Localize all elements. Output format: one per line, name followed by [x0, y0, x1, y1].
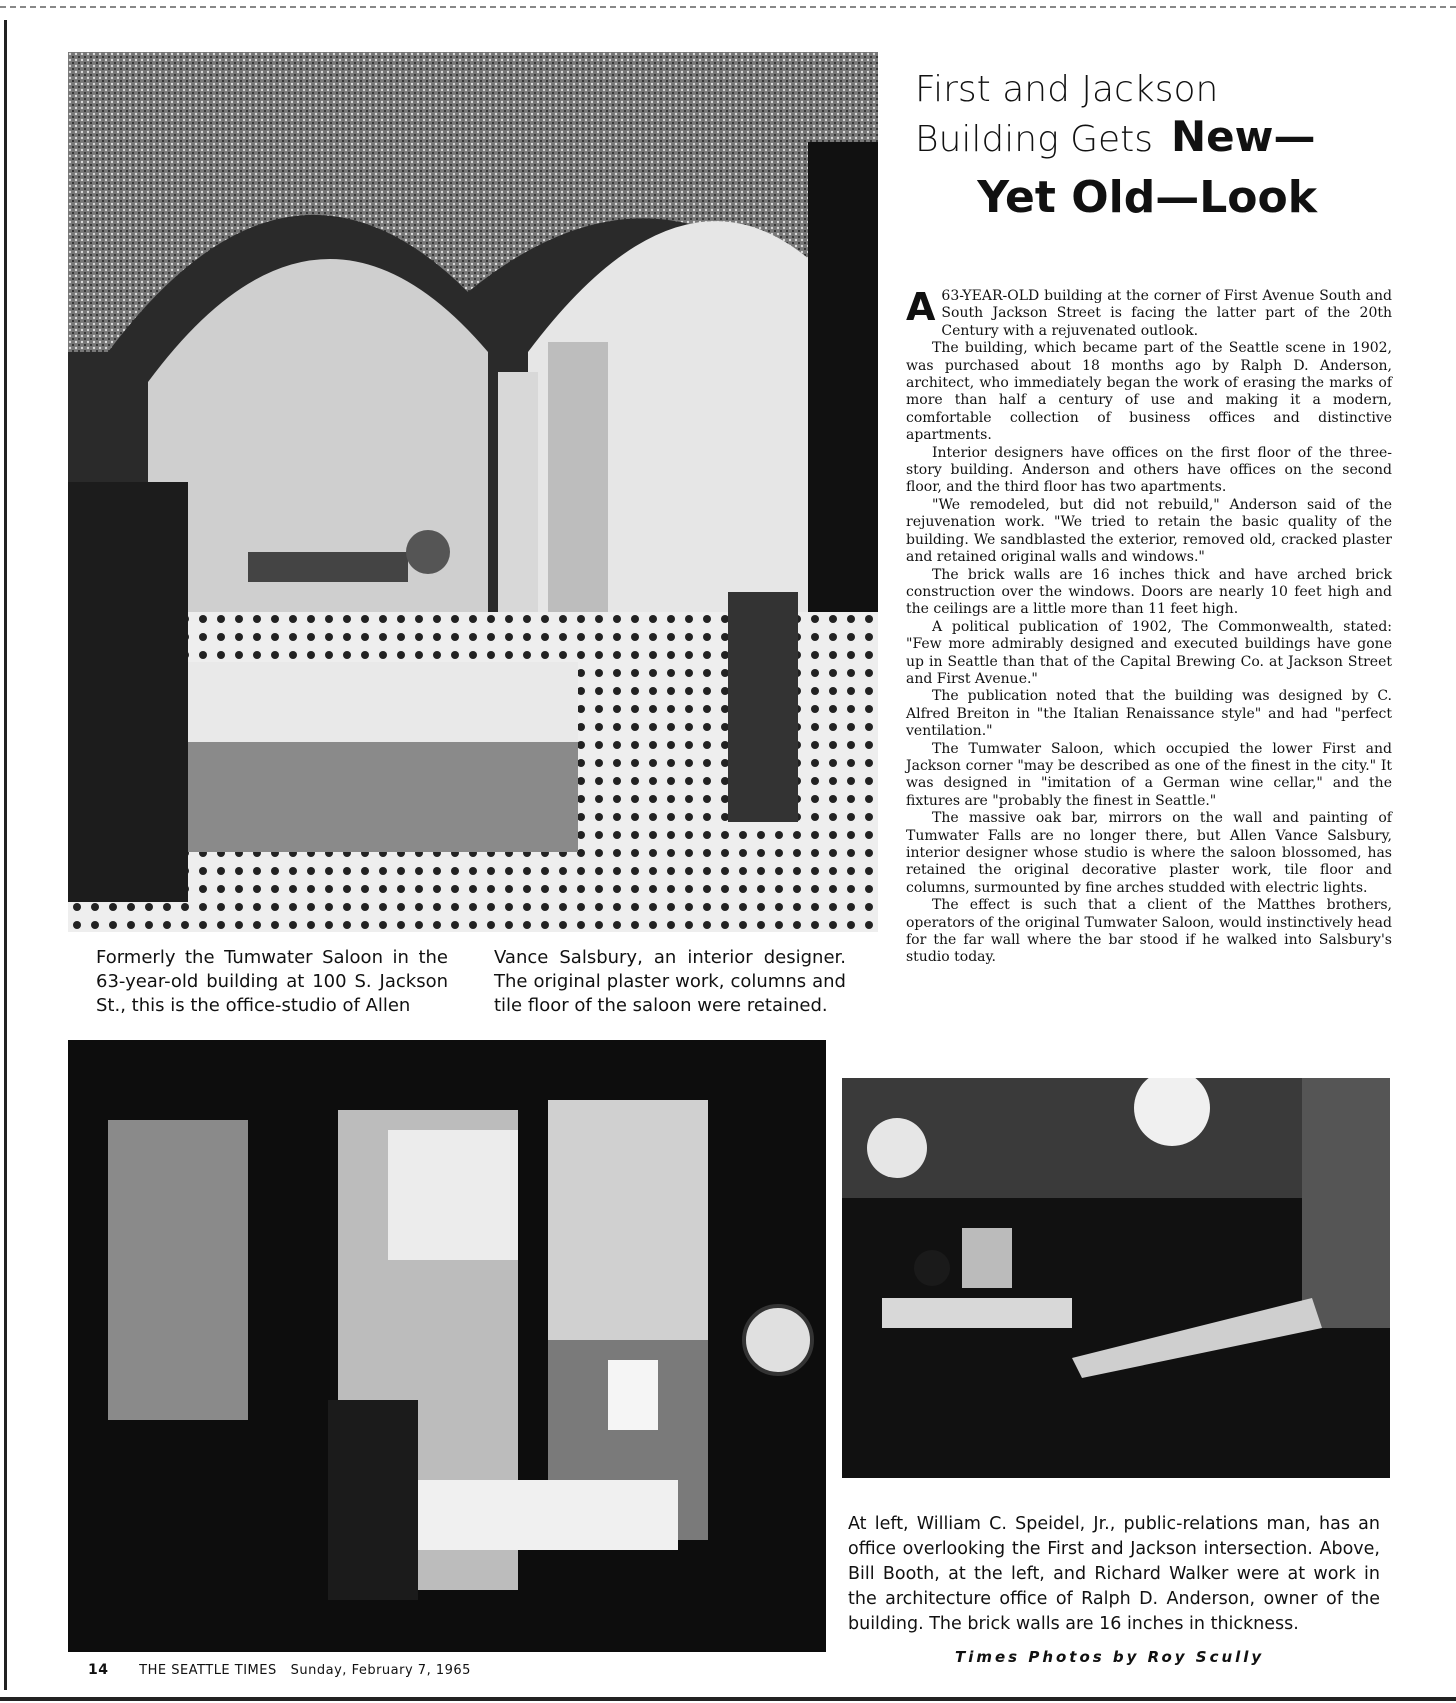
- publication-date: Sunday, February 7, 1965: [290, 1663, 471, 1678]
- page-left-border: [4, 20, 7, 1690]
- caption-saloon-left: Formerly the Tumwater Saloon in the 63-year-old building at 100 S. Jackson St., this is the office-studio of Allen: [96, 947, 448, 1016]
- article-paragraph: A political publication of 1902, The Commonwealth, stated: "Few more admirably designed and executed buildings have gone up in Seattle than that of the Capital Brewing Co. at Jackson Street and First Avenue.": [906, 618, 1392, 687]
- article-paragraph: The Tumwater Saloon, which occupied the lower First and Jackson corner "may be described as one of the finest in the city." It was designed in "imitation of a German wine cellar," and the fixtures are "probably the finest in Seattle.": [906, 740, 1392, 809]
- photo-office-window: [68, 1040, 826, 1652]
- article-body: [906, 285, 1392, 967]
- headline-line2-bold: New—: [1171, 112, 1316, 161]
- page-bottom-border: [0, 1697, 1456, 1701]
- article-headline: [915, 68, 1335, 230]
- caption-offices: At left, William C. Speidel, Jr., public-relations man, has an office overlooking the First and Jackson intersection. Above, Bill Booth, at the left, and Richard Walker were at work in the architecture office of Ralph D. Anderson, owner of the building. The brick walls are 16 inches in thickness.: [848, 1514, 1380, 1634]
- caption-saloon-right: Vance Salsbury, an interior designer. The original plaster work, columns and tile floor of the saloon were retained.: [494, 947, 846, 1016]
- headline-line2: Building Gets: [915, 119, 1154, 160]
- photo-credit: Times Photos by Roy Scully: [955, 1648, 1265, 1666]
- photo-architecture-office: [842, 1078, 1390, 1478]
- headline-line3: Yet Old—Look: [977, 172, 1317, 223]
- article-paragraph: The publication noted that the building was designed by C. Alfred Breiton in "the Italian Renaissance style" and had "perfect ventilation.": [906, 688, 1392, 740]
- article-paragraph: The building, which became part of the Seattle scene in 1902, was purchased about 18 months ago by Ralph D. Anderson, architect, who immediately began the work of erasing the marks of more than half a century of use and making it a modern, comfortable collection of business offices and distinctive apartments.: [906, 340, 1392, 444]
- headline-line1: First and Jackson: [915, 69, 1219, 110]
- article-paragraph: The massive oak bar, mirrors on the wall and painting of Tumwater Falls are no longer there, but Allen Vance Salsbury, interior designer whose studio is where the saloon blossomed, has retained the original decorative plaster work, tile floor and columns, surmounted by fine arches studded with electric lights.: [906, 810, 1392, 896]
- page-footer: [88, 1662, 471, 1678]
- dropcap: A: [906, 285, 936, 329]
- article-paragraph: The effect is such that a client of the Matthes brothers, operators of the original Tumwater Saloon, would instinctively head for the far wall where the bar stood if he walked into Salsbury's studio today.: [906, 897, 1392, 966]
- photo-saloon-interior: [68, 52, 878, 932]
- article-paragraph: "We remodeled, but did not rebuild," Anderson said of the rejuvenation work. "We tried to retain the basic quality of the building. We sandblasted the exterior, removed old, cracked plaster and retained original walls and windows.": [906, 496, 1392, 566]
- publication-name: THE SEATTLE TIMES: [139, 1663, 277, 1678]
- article-paragraph: A 63-YEAR-OLD building at the corner of First Avenue South and South Jackson Street is facing the latter part of the 20th Century with a rejuvenated outlook.: [906, 285, 1392, 339]
- article-paragraph: Interior designers have offices on the first floor of the three-story building. Anderson and others have offices on the second floor, and the third floor has two apartments.: [906, 444, 1392, 496]
- article-paragraph: The brick walls are 16 inches thick and have arched brick construction over the windows. Doors are nearly 10 feet high and the ceilings are a little more than 11 feet high.: [906, 566, 1392, 618]
- page-top-border: [0, 6, 1456, 8]
- page-number: 14: [88, 1662, 109, 1678]
